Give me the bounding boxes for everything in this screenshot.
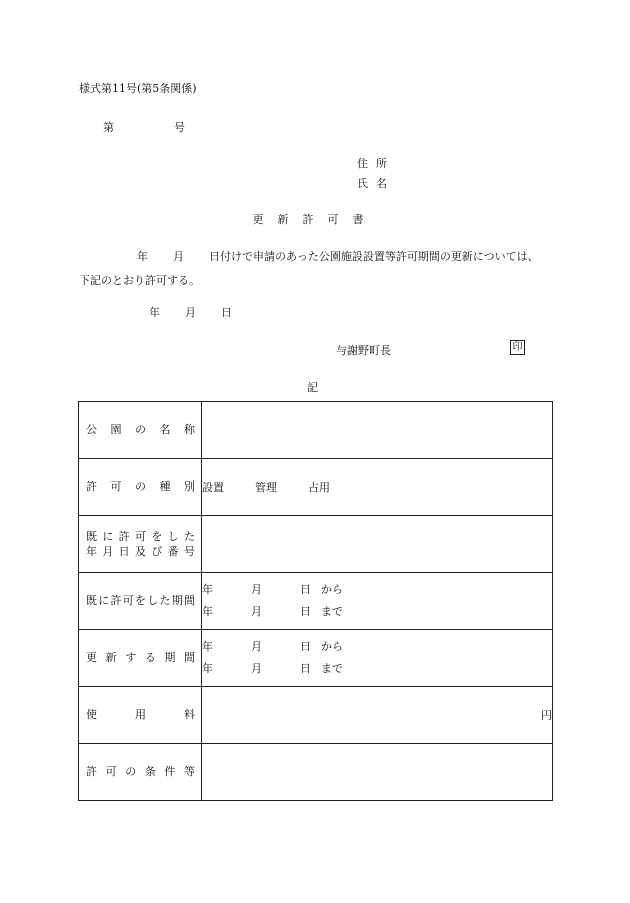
table-row [79, 630, 553, 687]
issuer: 与謝野町長 [336, 344, 391, 357]
renew-period-from: 年 月 日 から [202, 640, 343, 653]
fee-label: 使用料 [86, 708, 195, 721]
conditions-label: 許可の条件等 [86, 765, 195, 778]
renew-period-to: 年 月 日 まで [202, 662, 343, 675]
form-number: 様式第11号(第5条関係) [79, 82, 197, 95]
body-year: 年 [137, 250, 148, 263]
conditions-field[interactable] [202, 744, 553, 801]
prior-period-label: 既に許可をした期間 [86, 594, 195, 607]
table-row [79, 687, 553, 744]
table-row [79, 459, 553, 516]
permit-type-label: 許可の種別 [86, 480, 195, 493]
table-row [79, 402, 553, 459]
body-text [79, 245, 549, 293]
fee-field[interactable] [202, 687, 553, 744]
table-row [79, 573, 553, 630]
prior-permit-label-line2: 年月日及び番号 [86, 545, 195, 558]
prior-period-to: 年 月 日 まで [202, 605, 343, 618]
document-number [103, 119, 185, 135]
renew-period-field[interactable] [202, 630, 553, 687]
renew-period-label: 更新する期間 [86, 651, 195, 664]
seal-mark: 印 [510, 340, 525, 355]
issue-date [149, 304, 232, 320]
park-name-field[interactable] [202, 402, 553, 459]
body-month: 月 [173, 250, 184, 263]
prior-period-from: 年 月 日 から [202, 583, 343, 596]
name-label: 氏名 [357, 177, 395, 190]
issue-day: 日 [221, 306, 232, 319]
prior-permit-label-line1: 既に許可をした [86, 530, 195, 543]
notes-heading: 記 [307, 381, 318, 394]
permit-type-field[interactable] [202, 459, 553, 516]
body-text-main: 日付けで申請のあった公園施設設置等許可期間の更新については、下記のとおり許可する。 [79, 250, 539, 287]
issue-year: 年 [149, 306, 160, 319]
option-occupy[interactable]: 占用 [308, 481, 330, 494]
option-manage[interactable]: 管理 [255, 481, 277, 494]
doc-number-prefix: 第 [103, 121, 114, 134]
address-label: 住所 [357, 157, 395, 170]
table-row [79, 516, 553, 573]
option-install[interactable]: 設置 [202, 481, 224, 494]
prior-permit-field[interactable] [202, 516, 553, 573]
document-title: 更新許可書 [252, 213, 378, 226]
issue-month: 月 [185, 306, 196, 319]
table-row [79, 744, 553, 801]
doc-number-suffix: 号 [174, 121, 185, 134]
prior-period-field[interactable] [202, 573, 553, 630]
permit-table [78, 401, 553, 801]
park-name-label: 公園の名称 [86, 423, 195, 436]
fee-unit: 円 [541, 709, 552, 722]
